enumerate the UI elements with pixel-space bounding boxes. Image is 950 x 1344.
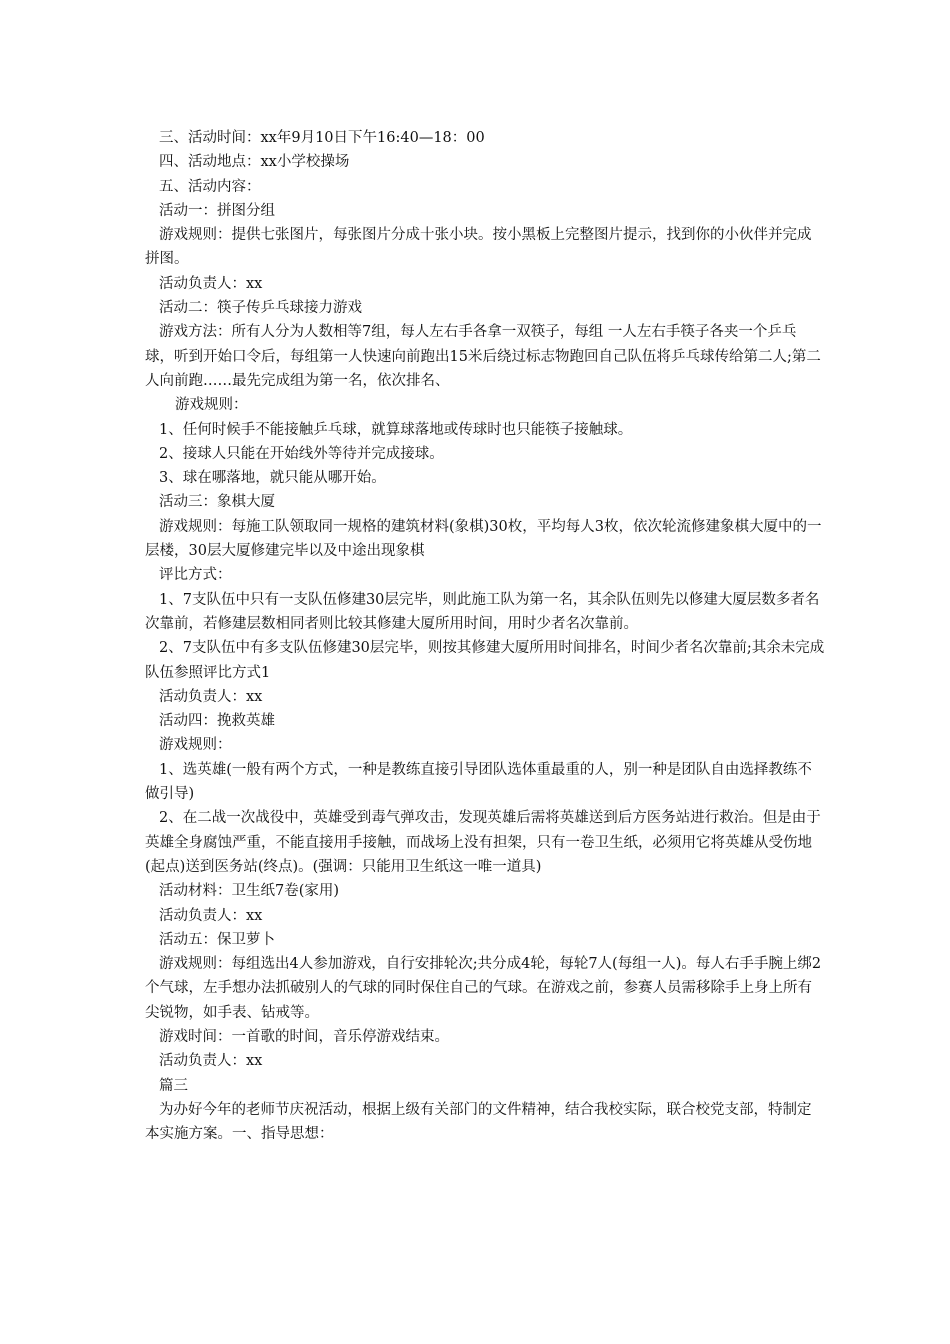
paragraph: 游戏规则：提供七张图片，每张图片分成十张小块。按小黑板上完整图片提示，找到你的小伙伴并完成拼图。 (145, 227, 812, 268)
paragraph: 活动四：挽救英雄 (159, 713, 275, 730)
paragraph: 活动三：象棋大厦 (159, 494, 275, 511)
paragraph: 游戏方法：所有人分为人数相等7组，每人左右手各拿一双筷子，每组 一人左右手筷子各夹一个乒乓球，听到开始口令后，每组第一人快速向前跑出15米后绕过标志物跑回自己队伍将乒乓球传给第二人;第二人向前跑……最先完成组为第一名，依次排名、 (145, 324, 821, 389)
paragraph: 2、在二战一次战役中，英雄受到毒气弹攻击，发现英雄后需将英雄送到后方医务站进行救治。但是由于英雄全身腐蚀严重，不能直接用手接触，而战场上没有担架，只有一卷卫生纸，必须用它将英雄从受伤地(起点)送到医务站(终点)。(强调：只能用卫生纸这一唯一道具) (145, 810, 821, 875)
paragraph: 2、接球人只能在开始线外等待并完成接球。 (159, 445, 444, 462)
paragraph: 活动负责人：xx (159, 907, 263, 924)
paragraph: 三、活动时间：xx年9月10日下午16:40—18：00 (159, 130, 485, 146)
paragraph: 活动负责人：xx (159, 275, 263, 292)
paragraph: 游戏规则： (175, 397, 248, 414)
paragraph: 游戏规则：每施工队领取同一规格的建筑材料(象棋)30枚，平均每人3枚，依次轮流修建象棋大厦中的一层楼，30层大厦修建完毕以及中途出现象棋 (145, 518, 822, 560)
paragraph: 评比方式： (159, 567, 232, 584)
paragraph: 活动二：筷子传乒乓球接力游戏 (159, 300, 362, 317)
paragraph: 游戏规则：每组选出4人参加游戏，自行安排轮次;共分成4轮，每轮7人(每组一人)。每人右手手腕上绑2个气球，左手想办法抓破别人的气球的同时保住自己的气球。在游戏之前，参赛人员需移除手上身上所有尖锐物，如手表、钻戒等。 (145, 956, 822, 1021)
paragraph: 活动负责人：xx (159, 688, 263, 705)
paragraph: 活动材料：卫生纸7卷(家用) (159, 883, 340, 900)
document-body (145, 126, 825, 1146)
paragraph: 3、球在哪落地，就只能从哪开始。 (159, 470, 386, 487)
paragraph: 1、选英雄(一般有两个方式，一种是教练直接引导团队选体重最重的人，别一种是团队自由选择教练不做引导) (145, 761, 812, 803)
paragraph: 活动五：保卫萝卜 (159, 931, 275, 948)
paragraph: 1、任何时候手不能接触乒乓球，就算球落地或传球时也只能筷子接触球。 (159, 421, 633, 438)
paragraph: 游戏规则： (159, 737, 232, 754)
paragraph: 为办好今年的老师节庆祝活动，根据上级有关部门的文件精神，结合我校实际，联合校党支部，特制定本实施方案。一、指导思想： (145, 1101, 812, 1143)
paragraph: 活动一：拼图分组 (159, 202, 275, 219)
section-heading: 篇三 (159, 1077, 188, 1094)
paragraph: 五、活动内容： (159, 178, 261, 195)
paragraph: 四、活动地点：xx小学校操场 (159, 154, 350, 171)
paragraph: 2、7支队伍中有多支队伍修建30层完毕，则按其修建大厦所用时间排名，时间少者名次靠前;其余未完成队伍参照评比方式1 (145, 640, 825, 681)
paragraph: 游戏时间：一首歌的时间，音乐停游戏结束。 (159, 1028, 449, 1045)
paragraph: 活动负责人：xx (159, 1053, 263, 1070)
paragraph: 1、7支队伍中只有一支队伍修建30层完毕，则此施工队为第一名，其余队伍则先以修建大厦层数多者名次靠前，若修建层数相同者则比较其修建大厦所用时间，用时少者名次靠前。 (145, 591, 820, 632)
